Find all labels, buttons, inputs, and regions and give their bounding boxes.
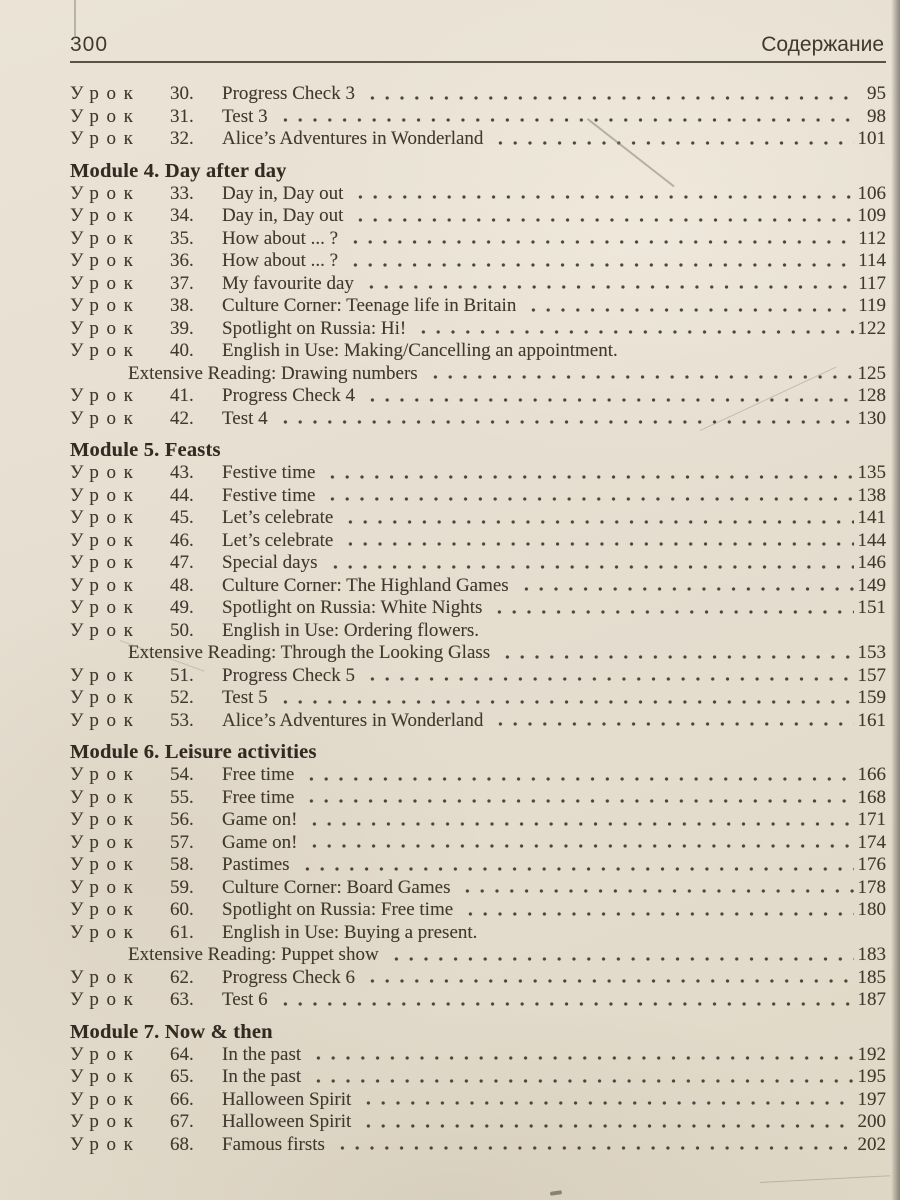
lesson-title: Spotlight on Russia: Hi!	[222, 317, 407, 339]
lesson-number: 56.	[170, 809, 194, 830]
lesson-title: English in Use: Making/Cancelling an appointment.	[222, 340, 618, 361]
lesson-number: 33.	[170, 182, 194, 204]
toc-entry	[70, 340, 886, 363]
page-header	[70, 34, 886, 56]
toc-entry	[70, 1134, 886, 1157]
page-ref: 98	[867, 105, 886, 127]
page-ref: 149	[857, 574, 886, 596]
lesson-title: Culture Corner: The Highland Games	[222, 574, 509, 596]
lesson-number: 53.	[170, 709, 194, 731]
page-ref: 119	[858, 295, 886, 316]
page-ref: 185	[857, 966, 886, 988]
lesson-title: Famous firsts	[222, 1133, 325, 1155]
dot-leader	[345, 250, 854, 273]
lesson-title: Alice’s Adventures in Wonderland	[222, 128, 484, 149]
page-ref: 128	[857, 385, 886, 406]
lesson-number: 39.	[170, 317, 194, 339]
toc-entry	[70, 989, 886, 1012]
lesson-label: Урок	[70, 764, 141, 785]
lesson-title: Let’s celebrate	[222, 507, 334, 528]
lesson-title: In the past	[222, 1066, 302, 1087]
toc-entry	[70, 899, 886, 922]
dot-leader	[362, 967, 854, 990]
lesson-number: 30.	[170, 83, 194, 104]
dot-leader	[386, 944, 854, 967]
lesson-title: Culture Corner: Teenage life in Britain	[222, 295, 517, 316]
toc-entry	[70, 787, 886, 810]
lesson-label: Урок	[70, 966, 141, 988]
page-ref: 138	[857, 484, 886, 506]
lesson-label: Урок	[70, 182, 141, 204]
lesson-label: Урок	[70, 407, 141, 429]
lesson-number: 37.	[170, 272, 194, 294]
toc-entry	[70, 575, 886, 598]
dot-leader	[516, 575, 854, 598]
toc-entry	[70, 1066, 886, 1089]
lesson-label: Урок	[70, 1133, 141, 1155]
lesson-title: Progress Check 5	[222, 664, 355, 686]
lesson-label: Урок	[70, 385, 141, 406]
toc-entry	[70, 597, 886, 620]
lesson-label: Урок	[70, 899, 141, 920]
lesson-number: 43.	[170, 462, 194, 483]
dot-leader	[460, 899, 854, 922]
lesson-title: Free time	[222, 786, 295, 808]
lesson-number: 60.	[170, 899, 194, 920]
lesson-number: 54.	[170, 764, 194, 785]
toc-entry	[70, 877, 886, 900]
page-ref: 183	[857, 944, 886, 965]
page-ref: 161	[857, 709, 886, 731]
lesson-number: 34.	[170, 205, 194, 226]
lesson-label: Урок	[70, 921, 141, 943]
page-ref: 157	[857, 664, 886, 686]
dot-leader	[489, 597, 854, 620]
lesson-title: Game on!	[222, 809, 298, 830]
lesson-title: Spotlight on Russia: Free time	[222, 899, 454, 920]
page-ref: 202	[857, 1133, 886, 1155]
lesson-title: English in Use: Buying a present.	[222, 921, 478, 943]
dot-leader	[425, 363, 854, 386]
lesson-number: 42.	[170, 407, 194, 429]
lesson-title: Spotlight on Russia: White Nights	[222, 597, 483, 618]
lesson-title: Test 6	[222, 989, 268, 1010]
lesson-title: Festive time	[222, 462, 316, 483]
dot-leader	[345, 228, 854, 251]
lesson-title: Alice’s Adventures in Wonderland	[222, 709, 484, 731]
toc-entry	[70, 620, 886, 643]
lesson-title: Progress Check 6	[222, 966, 355, 988]
lesson-label: Урок	[70, 227, 141, 249]
dot-leader	[275, 408, 854, 431]
lesson-label: Урок	[70, 619, 141, 641]
lesson-title: In the past	[222, 1043, 302, 1065]
lesson-label: Урок	[70, 989, 141, 1010]
dot-leader	[301, 787, 854, 810]
toc-entry	[70, 273, 886, 296]
dot-leader	[362, 665, 854, 688]
lesson-number: 55.	[170, 786, 194, 808]
lesson-number: 44.	[170, 484, 194, 506]
lesson-label: Урок	[70, 484, 141, 506]
toc-entry	[70, 1044, 886, 1067]
toc-entry	[70, 530, 886, 553]
lesson-label: Урок	[70, 831, 141, 853]
page-ref: 180	[857, 899, 886, 920]
table-of-contents	[70, 83, 886, 1156]
lesson-label: Урок	[70, 597, 141, 618]
lesson-title: Test 3	[222, 105, 268, 127]
toc-entry	[70, 106, 886, 129]
lesson-title: Progress Check 3	[222, 83, 355, 104]
dot-leader	[413, 318, 854, 341]
module-heading: Module 6. Leisure activities	[70, 741, 317, 763]
toc-entry	[70, 967, 886, 990]
page-ref: 166	[857, 764, 886, 785]
toc-entry	[70, 318, 886, 341]
dot-leader	[350, 183, 854, 206]
dot-leader	[457, 877, 854, 900]
toc-entry	[70, 205, 886, 228]
lesson-label: Урок	[70, 809, 141, 830]
toc-entry	[70, 665, 886, 688]
toc-entry	[70, 250, 886, 273]
lesson-number: 48.	[170, 574, 194, 596]
continuation-title: Extensive Reading: Through the Looking Glass	[128, 642, 491, 663]
page-ref: 135	[857, 462, 886, 483]
page-ref: 122	[857, 317, 886, 339]
toc-entry	[70, 1089, 886, 1112]
toc-entry-continuation	[70, 363, 886, 386]
toc-entry	[70, 295, 886, 318]
lesson-title: Progress Check 4	[222, 385, 355, 406]
toc-entry	[70, 385, 886, 408]
lesson-label: Урок	[70, 295, 141, 316]
dot-leader	[332, 1134, 854, 1157]
lesson-number: 57.	[170, 831, 194, 853]
module-heading: Module 5. Feasts	[70, 439, 221, 461]
dot-leader	[275, 989, 854, 1012]
lesson-title: Game on!	[222, 831, 298, 853]
lesson-title: Culture Corner: Board Games	[222, 876, 451, 898]
lesson-number: 38.	[170, 295, 194, 316]
toc-entry	[70, 408, 886, 431]
lesson-label: Урок	[70, 854, 141, 875]
lesson-number: 58.	[170, 854, 194, 875]
toc-entry	[70, 183, 886, 206]
toc-entry-continuation	[70, 944, 886, 967]
toc-entry	[70, 1111, 886, 1134]
lesson-number: 63.	[170, 989, 194, 1010]
page-ref: 153	[857, 642, 886, 663]
page-ref: 109	[857, 205, 886, 226]
lesson-number: 62.	[170, 966, 194, 988]
header-rule	[70, 61, 886, 63]
page-ref: 187	[857, 989, 886, 1010]
scan-edge-shadow	[891, 0, 900, 1200]
lesson-label: Урок	[70, 876, 141, 898]
dot-leader	[275, 687, 854, 710]
continuation-title: Extensive Reading: Drawing numbers	[128, 362, 418, 384]
dot-leader	[325, 552, 854, 575]
page-ref: 200	[857, 1111, 886, 1132]
toc-entry	[70, 485, 886, 508]
lesson-title: Test 4	[222, 407, 268, 429]
lesson-title: Day in, Day out	[222, 205, 344, 226]
lesson-label: Урок	[70, 105, 141, 127]
toc-entry	[70, 128, 886, 151]
dot-leader	[350, 205, 854, 228]
lesson-label: Урок	[70, 1088, 141, 1110]
dot-leader	[304, 809, 854, 832]
lesson-label: Урок	[70, 529, 141, 551]
dot-leader	[490, 710, 854, 733]
page-ref: 112	[858, 227, 886, 249]
lesson-number: 61.	[170, 921, 194, 943]
module-heading: Module 4. Day after day	[70, 159, 287, 182]
lesson-label: Урок	[70, 574, 141, 596]
lesson-label: Урок	[70, 687, 141, 708]
page-number: 300	[70, 33, 109, 56]
page-ref: 95	[867, 83, 886, 104]
lesson-number: 66.	[170, 1088, 194, 1110]
page-ref: 125	[857, 362, 886, 384]
lesson-label: Урок	[70, 250, 141, 271]
dot-leader	[322, 485, 854, 508]
lesson-number: 51.	[170, 664, 194, 686]
lesson-label: Урок	[70, 83, 141, 104]
dot-leader	[490, 128, 854, 151]
dot-leader	[358, 1089, 854, 1112]
toc-entry	[70, 809, 886, 832]
lesson-label: Урок	[70, 340, 141, 361]
dot-leader	[340, 507, 854, 530]
lesson-title: Festive time	[222, 484, 316, 506]
lesson-number: 47.	[170, 552, 194, 573]
lesson-title: My favourite day	[222, 272, 354, 294]
lesson-number: 36.	[170, 250, 194, 271]
toc-entry	[70, 228, 886, 251]
scan-crease	[74, 0, 76, 36]
scan-smudge	[550, 1190, 562, 1196]
lesson-title: Day in, Day out	[222, 182, 344, 204]
lesson-title: Special days	[222, 552, 318, 573]
page-ref: 130	[857, 407, 886, 429]
dot-leader	[275, 106, 854, 129]
lesson-number: 41.	[170, 385, 194, 406]
page-ref: 144	[857, 529, 886, 551]
lesson-title: How about ... ?	[222, 250, 339, 271]
toc-entry-continuation	[70, 642, 886, 665]
page-ref: 117	[858, 272, 886, 294]
page-ref: 176	[857, 854, 886, 875]
chapter-title: Содержание	[761, 33, 884, 56]
dot-leader	[301, 764, 854, 787]
dot-leader	[340, 530, 854, 553]
page-ref: 168	[857, 786, 886, 808]
lesson-label: Урок	[70, 552, 141, 573]
page-ref: 106	[857, 182, 886, 204]
toc-entry	[70, 687, 886, 710]
page-ref: 151	[857, 597, 886, 618]
lesson-number: 68.	[170, 1133, 194, 1155]
page-ref: 146	[857, 552, 886, 573]
lesson-label: Урок	[70, 128, 141, 149]
lesson-label: Урок	[70, 1043, 141, 1065]
lesson-number: 64.	[170, 1043, 194, 1065]
toc-entry	[70, 854, 886, 877]
dot-leader	[358, 1111, 854, 1134]
scan-scratch	[760, 1175, 890, 1183]
lesson-number: 31.	[170, 105, 194, 127]
lesson-number: 67.	[170, 1111, 194, 1132]
lesson-label: Урок	[70, 786, 141, 808]
toc-entry	[70, 552, 886, 575]
page-ref: 178	[857, 876, 886, 898]
dot-leader	[361, 273, 854, 296]
page-ref: 195	[857, 1066, 886, 1087]
page-ref: 197	[857, 1088, 886, 1110]
lesson-title: English in Use: Ordering flowers.	[222, 619, 479, 641]
toc-entry	[70, 462, 886, 485]
page-ref: 114	[858, 250, 886, 271]
lesson-label: Урок	[70, 317, 141, 339]
lesson-number: 65.	[170, 1066, 194, 1087]
lesson-title: Pastimes	[222, 854, 290, 875]
page-ref: 159	[857, 687, 886, 708]
page-ref: 101	[857, 128, 886, 149]
toc-entry	[70, 832, 886, 855]
dot-leader	[362, 385, 854, 408]
lesson-number: 50.	[170, 619, 194, 641]
dot-leader	[322, 462, 854, 485]
lesson-label: Урок	[70, 1066, 141, 1087]
toc-entry	[70, 83, 886, 106]
lesson-title: Free time	[222, 764, 295, 785]
lesson-number: 45.	[170, 507, 194, 528]
dot-leader	[304, 832, 854, 855]
page-ref: 141	[857, 507, 886, 528]
dot-leader	[308, 1044, 854, 1067]
lesson-label: Урок	[70, 709, 141, 731]
dot-leader	[362, 83, 854, 106]
lesson-label: Урок	[70, 462, 141, 483]
page-ref: 171	[857, 809, 886, 830]
dot-leader	[308, 1066, 854, 1089]
lesson-number: 49.	[170, 597, 194, 618]
lesson-title: Let’s celebrate	[222, 529, 334, 551]
lesson-title: Test 5	[222, 687, 268, 708]
page-ref: 192	[857, 1043, 886, 1065]
dot-leader	[523, 295, 854, 318]
toc-entry	[70, 764, 886, 787]
lesson-label: Урок	[70, 507, 141, 528]
dot-leader	[497, 642, 854, 665]
continuation-title: Extensive Reading: Puppet show	[128, 944, 379, 965]
lesson-number: 35.	[170, 227, 194, 249]
toc-entry	[70, 507, 886, 530]
lesson-number: 40.	[170, 340, 194, 361]
lesson-label: Урок	[70, 272, 141, 294]
lesson-label: Урок	[70, 1111, 141, 1132]
page-ref: 174	[857, 831, 886, 853]
lesson-label: Урок	[70, 664, 141, 686]
lesson-number: 46.	[170, 529, 194, 551]
lesson-number: 59.	[170, 876, 194, 898]
toc-entry	[70, 922, 886, 945]
lesson-title: Halloween Spirit	[222, 1088, 352, 1110]
lesson-title: How about ... ?	[222, 227, 339, 249]
lesson-label: Урок	[70, 205, 141, 226]
lesson-number: 52.	[170, 687, 194, 708]
lesson-number: 32.	[170, 128, 194, 149]
dot-leader	[297, 854, 854, 877]
lesson-title: Halloween Spirit	[222, 1111, 352, 1132]
toc-entry	[70, 710, 886, 733]
module-heading: Module 7. Now & then	[70, 1020, 273, 1043]
